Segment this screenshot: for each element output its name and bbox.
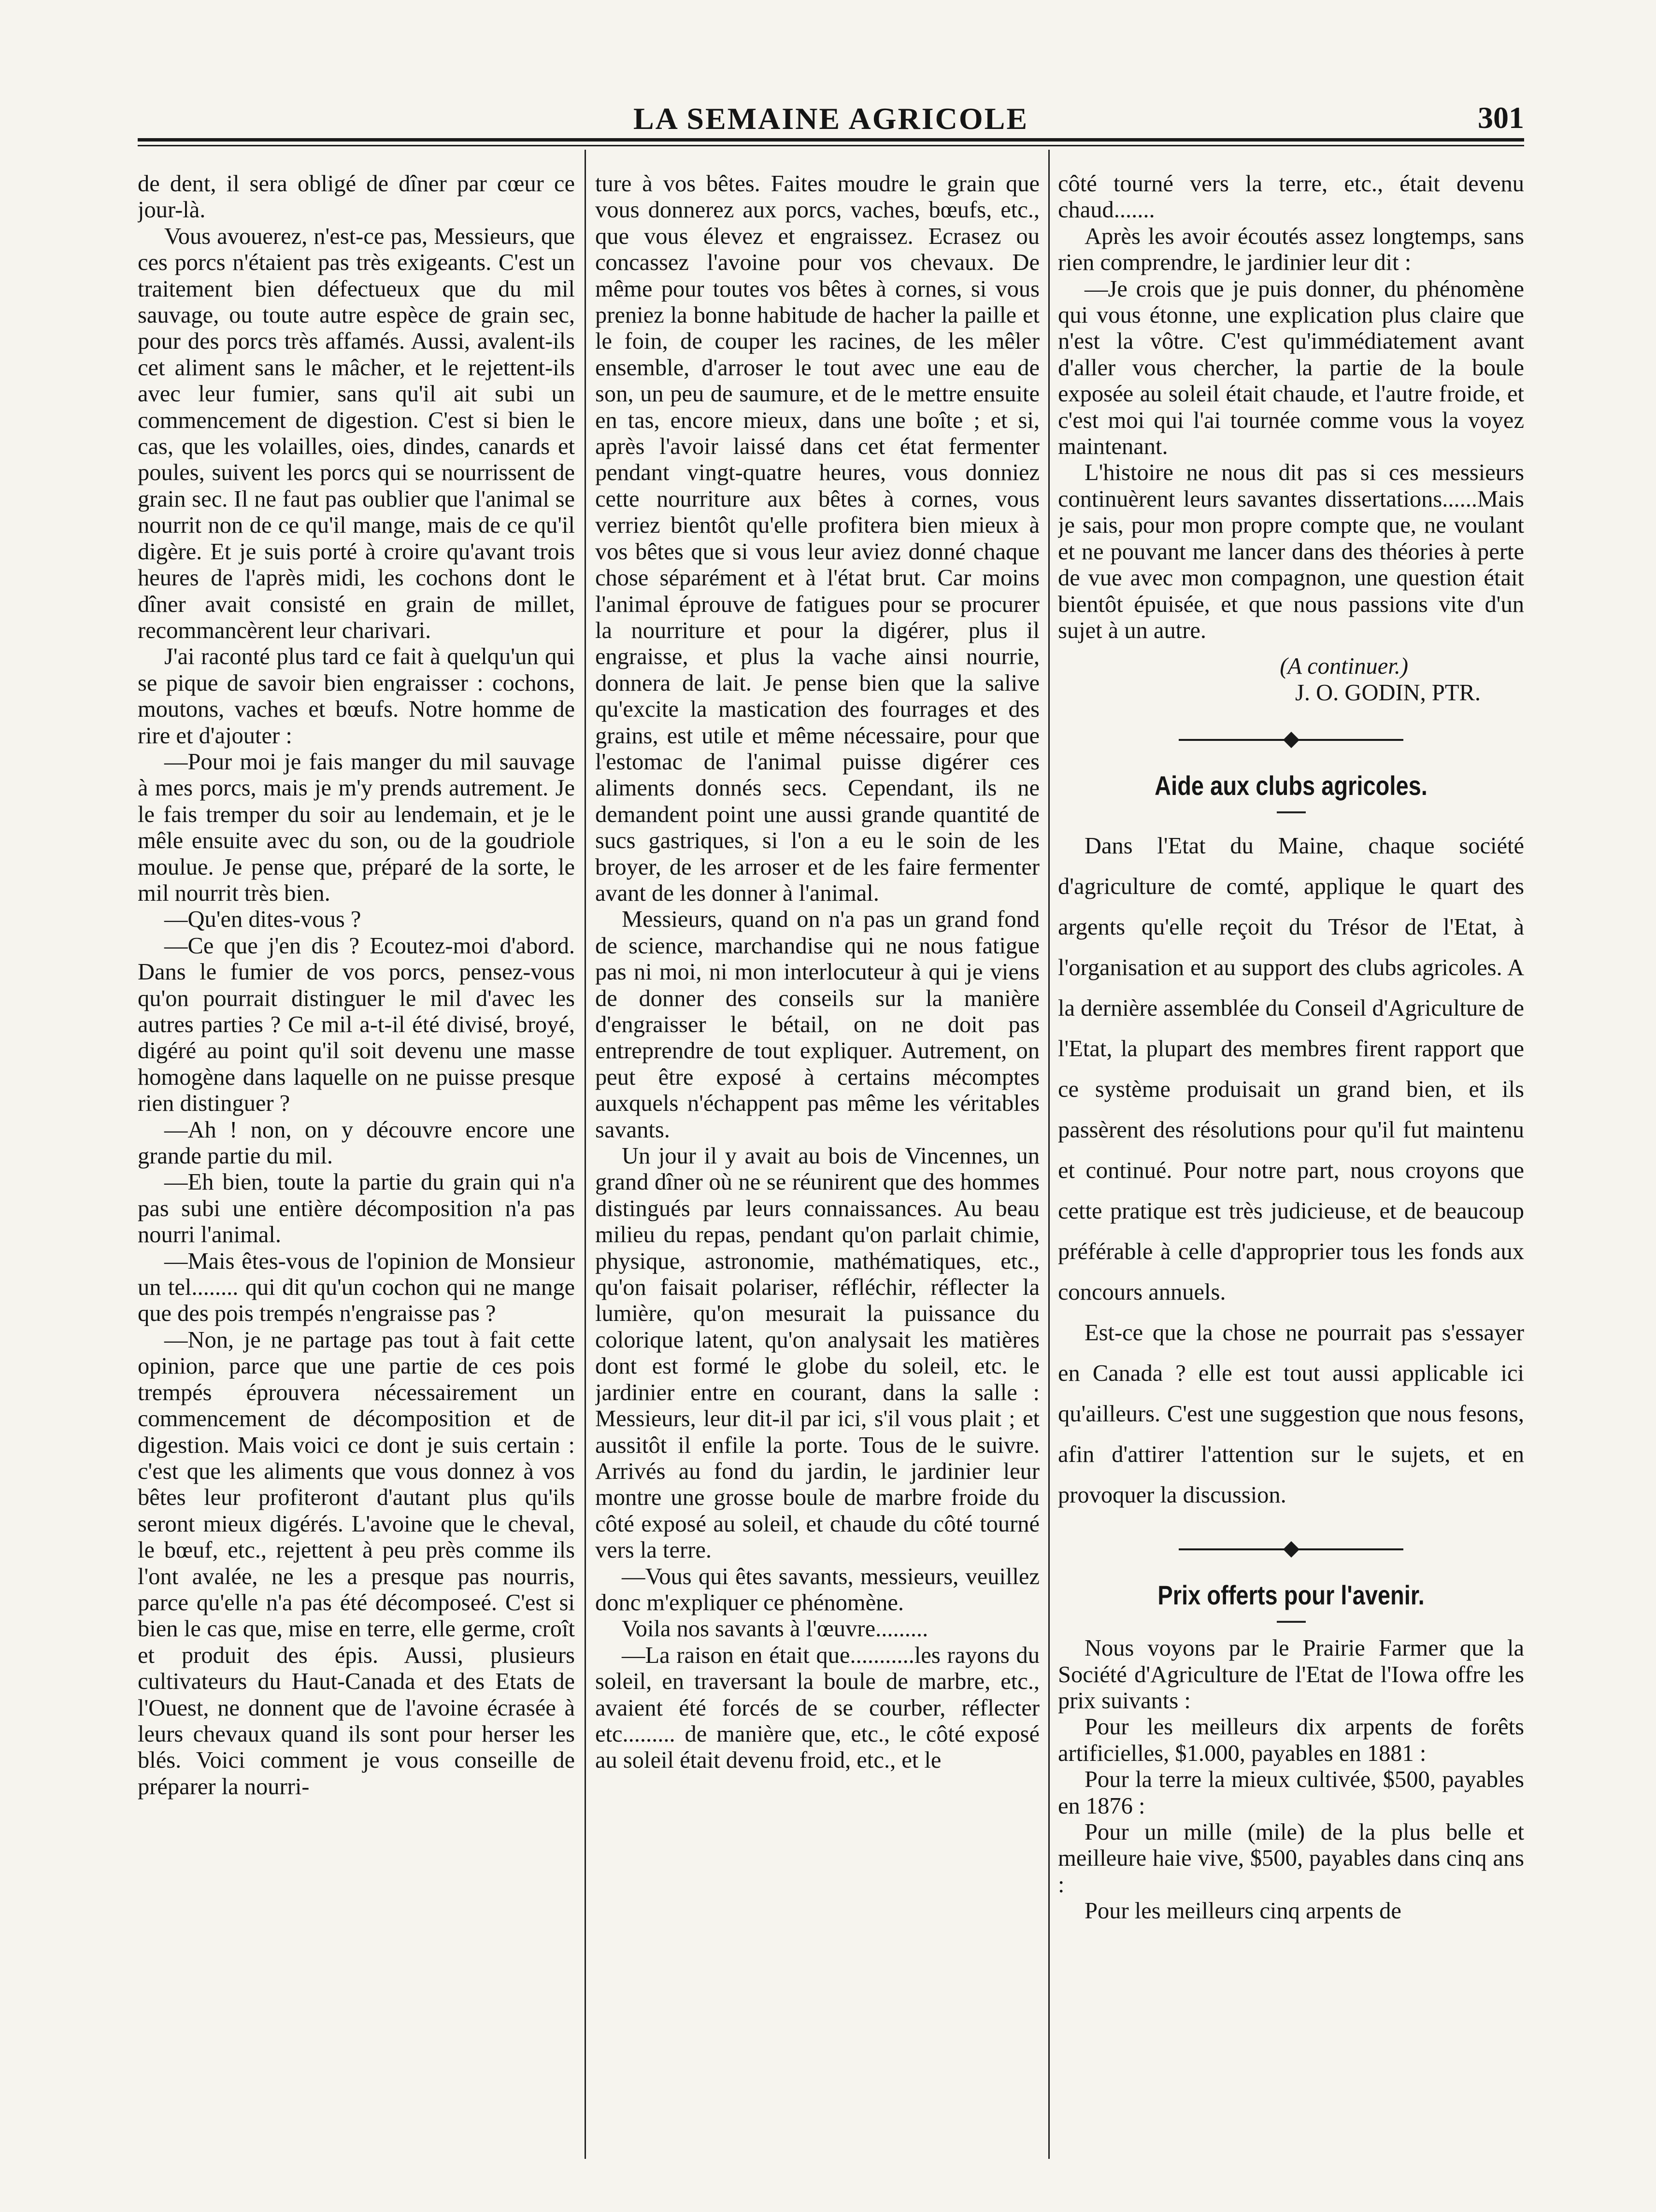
paragraph: Nous voyons par le Prairie Farmer que la Société d'Agriculture de l'Etat de l'Iowa offre les prix suivants : — [1058, 1635, 1524, 1714]
paragraph: Pour la terre la mieux cultivée, $500, payables en 1876 : — [1058, 1767, 1524, 1819]
paragraph: —Pour moi je fais manger du mil sauvage à mes porcs, mais je m'y prends autrement. Je le fais tremper du soir au lendemain, et je le mêle ensuite avec du son, ou de la goudriole moulue. Je pense que, préparé de la sorte, le mil nourrit très bien. — [138, 749, 575, 906]
section-heading-prizes: Prix offerts pour l'avenir. — [1157, 1580, 1425, 1611]
ornamental-separator — [1058, 725, 1524, 754]
paragraph: ture à vos bêtes. Faites moudre le grain que vous donnerez aux porcs, vaches, bœufs, etc., que vous élevez et engraissez. Ecrasez ou concassez l'avoine pour vos chevaux. De même pour toutes vos bêtes à cornes, si vous preniez la bonne habitude de hacher la paille et le foin, de couper les racines, de les mêler ensemble, d'arroser le tout avec une eau de son, un peu de saumure, et de le mettre ensuite en tas, encore mieux, dans une boîte ; et si, après l'avoir laissé dans cet état fermenter pendant vingt-quatre heures, vous donniez cette nourriture aux bêtes à cornes, vous verriez bientôt qu'elle profitera bien mieux à vos bêtes que si vous leur aviez donné chaque chose séparément et à l'état brut. Car moins l'animal éprouve de fatigues pour se procurer la nourriture et pour la digérer, plus il engraisse, et plus la vache ainsi nourrie, donnera de lait. Je pense bien que la salive qu'excite la mastication des fourrages et des grains, est utile et même nécessaire, pour que l'estomac de l'animal puisse digérer ces aliments donnés secs. Cependant, ils ne demandent point une aussi grande quantité de sucs gastriques, si l'on a eu le soin de les broyer, de les arroser et de les faire fermenter avant de les donner à l'animal. — [595, 171, 1040, 906]
section-heading-clubs: Aide aux clubs agricoles. — [1155, 770, 1428, 801]
ornamental-separator — [1058, 1535, 1524, 1564]
newspaper-title: LA SEMAINE AGRICOLE — [633, 101, 1029, 136]
paragraph: —Non, je ne partage pas tout à fait cette opinion, parce que une partie de ces pois trempés éprouvera nécessairement un commencement de décomposition et de digestion. Mais voici ce dont je suis certain : c'est que les aliments que vous donnez à vos bêtes leur profiteront d'autant plus qu'ils seront mieux digérés. L'avoine que le cheval, le bœuf, etc., rejettent à peu près comme ils l'ont avalée, ne les a presque pas nourris, parce qu'elle n'a pas été décomposeé. C'est si bien le cas que, mise en terre, elle germe, croît et produit des épis. Aussi, plusieurs cultivateurs du Haut-Canada et des Etats de l'Ouest, ne donnent que de l'avoine écrasée à leurs chevaux quand ils sont pour herser les blés. Voici comment je vous conseille de préparer la nourri- — [138, 1327, 575, 1800]
article-prizes — [1058, 1635, 1524, 1924]
paragraph: Messieurs, quand on n'a pas un grand fond de science, marchandise qui ne nous fatigue pas ni moi, ni mon interlocuteur à qui je viens de donner des conseils sur la manière d'engraisser le bétail, on ne doit pas entreprendre de tout expliquer. Autrement, on peut être exposé à certains mécomptes auxquels n'échappent pas même les véritables savants. — [595, 907, 1040, 1143]
paragraph: —Qu'en dites-vous ? — [164, 907, 361, 933]
paragraph: L'histoire ne nous dit pas si ces messieurs continuèrent leurs savantes dissertations......Mais je sais, pour mon propre compte que, ne voulant et ne pouvant me lancer dans des théories à perte de vue avec mon compagnon, une question était bientôt épuisée, et que nous passions vite d'un sujet à un autre. — [1058, 460, 1524, 643]
paragraph: —Ah ! non, on y découvre encore une grande partie du mil. — [138, 1117, 575, 1169]
paragraph: de dent, il sera obligé de dîner par cœur ce jour-là. — [138, 171, 575, 223]
paragraph: Pour un mille (mile) de la plus belle et meilleure haie vive, $500, payables dans cinq ans : — [1058, 1819, 1524, 1898]
paragraph: Un jour il y avait au bois de Vincennes, un grand dîner où ne se réunirent que des hommes distingués par leurs connaissances. Au beau milieu du repas, pendant qu'on parlait chimie, physique, astronomie, mathématiques, etc., qu'on faisait polariser, réfléchir, réflecter la lumière, qu'on mesurait la puissance du colorique latent, qu'on analysait les matières dont est formé le globe du soleil, etc. le jardinier entre en courant, dans la salle : Messieurs, leur dit-il par ici, s'il vous plait ; et aussitôt il enfile la porte. Tous de le suivre. Arrivés au fond du jardin, le jardinier leur montre une grosse boule de marbre froide du côté exposé au soleil, et chaude du côté tourné vers la terre. — [595, 1143, 1040, 1563]
header-rule-thin — [138, 145, 1524, 146]
heading-dash — [1277, 1621, 1306, 1623]
paragraph: —Je crois que je puis donner, du phénomène qui vous étonne, une explication plus claire que n'est la vôtre. C'est qu'immédiatement avant d'aller vous chercher, la partie de la boule exposée au soleil était chaude, et l'autre froide, et c'est moi qui l'ai tournée comme vous la voyez maintenant. — [1058, 276, 1524, 460]
paragraph: Après les avoir écoutés assez longtemps, sans rien comprendre, le jardinier leur dit : — [1058, 223, 1524, 276]
heading-dash — [1277, 811, 1306, 813]
page-number: 301 — [1478, 100, 1524, 135]
paragraph: —Vous qui êtes savants, messieurs, veuillez donc m'expliquer ce phénomène. — [595, 1563, 1040, 1616]
paragraph: —Eh bien, toute la partie du grain qui n'a pas subi une entière décomposition n'a pas nourri l'animal. — [138, 1169, 575, 1248]
paragraph: Vous avouerez, n'est-ce pas, Messieurs, que ces porcs n'étaient pas très exigeants. C'est un traitement bien défectueux que du mil sauvage, ou toute autre espèce de grain sec, pour des porcs très affamés. Aussi, avalent-ils cet aliment sans le mâcher, et le rejettent-ils avec leur fumier, sans qu'il ait subi un commencement de digestion. C'est si bien le cas, que les volailles, oies, dindes, canards et poules, suivent les porcs qui se nourrissent de grain sec. Il ne faut pas oublier que l'animal se nourrit non de ce qu'il mange, mais de ce qu'il digère. Et je suis porté à croire qu'avant trois heures de l'après midi, les cochons dont le dîner avait consisté en grain de millet, recommancèrent leur charivari. — [138, 223, 575, 643]
paragraph: J'ai raconté plus tard ce fait à quelqu'un qui se pique de savoir bien engraisser : cochons, moutons, vaches et bœufs. Notre homme de rire et d'ajouter : — [138, 644, 575, 749]
column-2 — [595, 171, 1040, 2161]
paragraph: Voila nos savants à l'œuvre......... — [622, 1616, 928, 1642]
paragraph: —La raison en était que...........les rayons du soleil, en traversant la boule de marbre, etc., avaient été forcés de se courber, réflecter etc......... de manière que, etc., le côté exposé au soleil était devenu froid, etc., et le — [595, 1642, 1040, 1773]
column-divider-1 — [585, 150, 586, 2159]
paragraph: Pour les meilleurs dix arpents de forêts artificielles, $1.000, payables en 1881 : — [1058, 1714, 1524, 1766]
paragraph: côté tourné vers la terre, etc., était devenu chaud....... — [1058, 171, 1524, 223]
page-header — [138, 72, 1524, 135]
column-3 — [1058, 171, 1524, 2161]
paragraph: —Ce que j'en dis ? Ecoutez-moi d'abord. Dans le fumier de vos porcs, pensez-vous qu'on pourrait distinguer le mil d'avec les autres parties ? Ce mil a-t-il été divisé, broyé, digéré au point qu'il soit devenu une masse homogène dans laquelle on ne puisse presque rien distinguer ? — [138, 933, 575, 1117]
article-clubs — [1058, 826, 1524, 1516]
paragraph: Est-ce que la chose ne pourrait pas s'essayer en Canada ? elle est tout aussi applicable ici qu'ailleurs. C'est une suggestion que nous fesons, afin d'attirer l'attention sur le sujets, et en provoquer la discussion. — [1058, 1320, 1524, 1508]
column-1 — [138, 171, 575, 2161]
to-be-continued-note: (A continuer.) — [1280, 653, 1408, 680]
paragraph: Dans l'Etat du Maine, chaque société d'agriculture de comté, applique le quart des argents qu'elle reçoit du Trésor de l'Etat, à l'organisation et au support des clubs agricoles. A la dernière assemblée du Conseil d'Agriculture de l'Etat, la plupart des membres firent rapport que ce système produisait un grand bien, et ils passèrent des résolutions pour qu'il fut maintenu et continué. Pour notre part, nous croyons que cette pratique est très judicieuse, et de beaucoup préférable à celle d'approprier tous les fonds aux concours annuels. — [1058, 833, 1524, 1305]
header-rule-thick — [138, 138, 1524, 142]
author-signature: J. O. GODIN, PTR. — [1295, 680, 1481, 706]
paragraph: —Mais êtes-vous de l'opinion de Monsieur un tel........ qui dit qu'un cochon qui ne mange que des pois trempés n'engraisse pas ? — [138, 1248, 575, 1327]
paragraph: Pour les meilleurs cinq arpents de — [1085, 1898, 1401, 1924]
column-divider-2 — [1048, 150, 1050, 2159]
